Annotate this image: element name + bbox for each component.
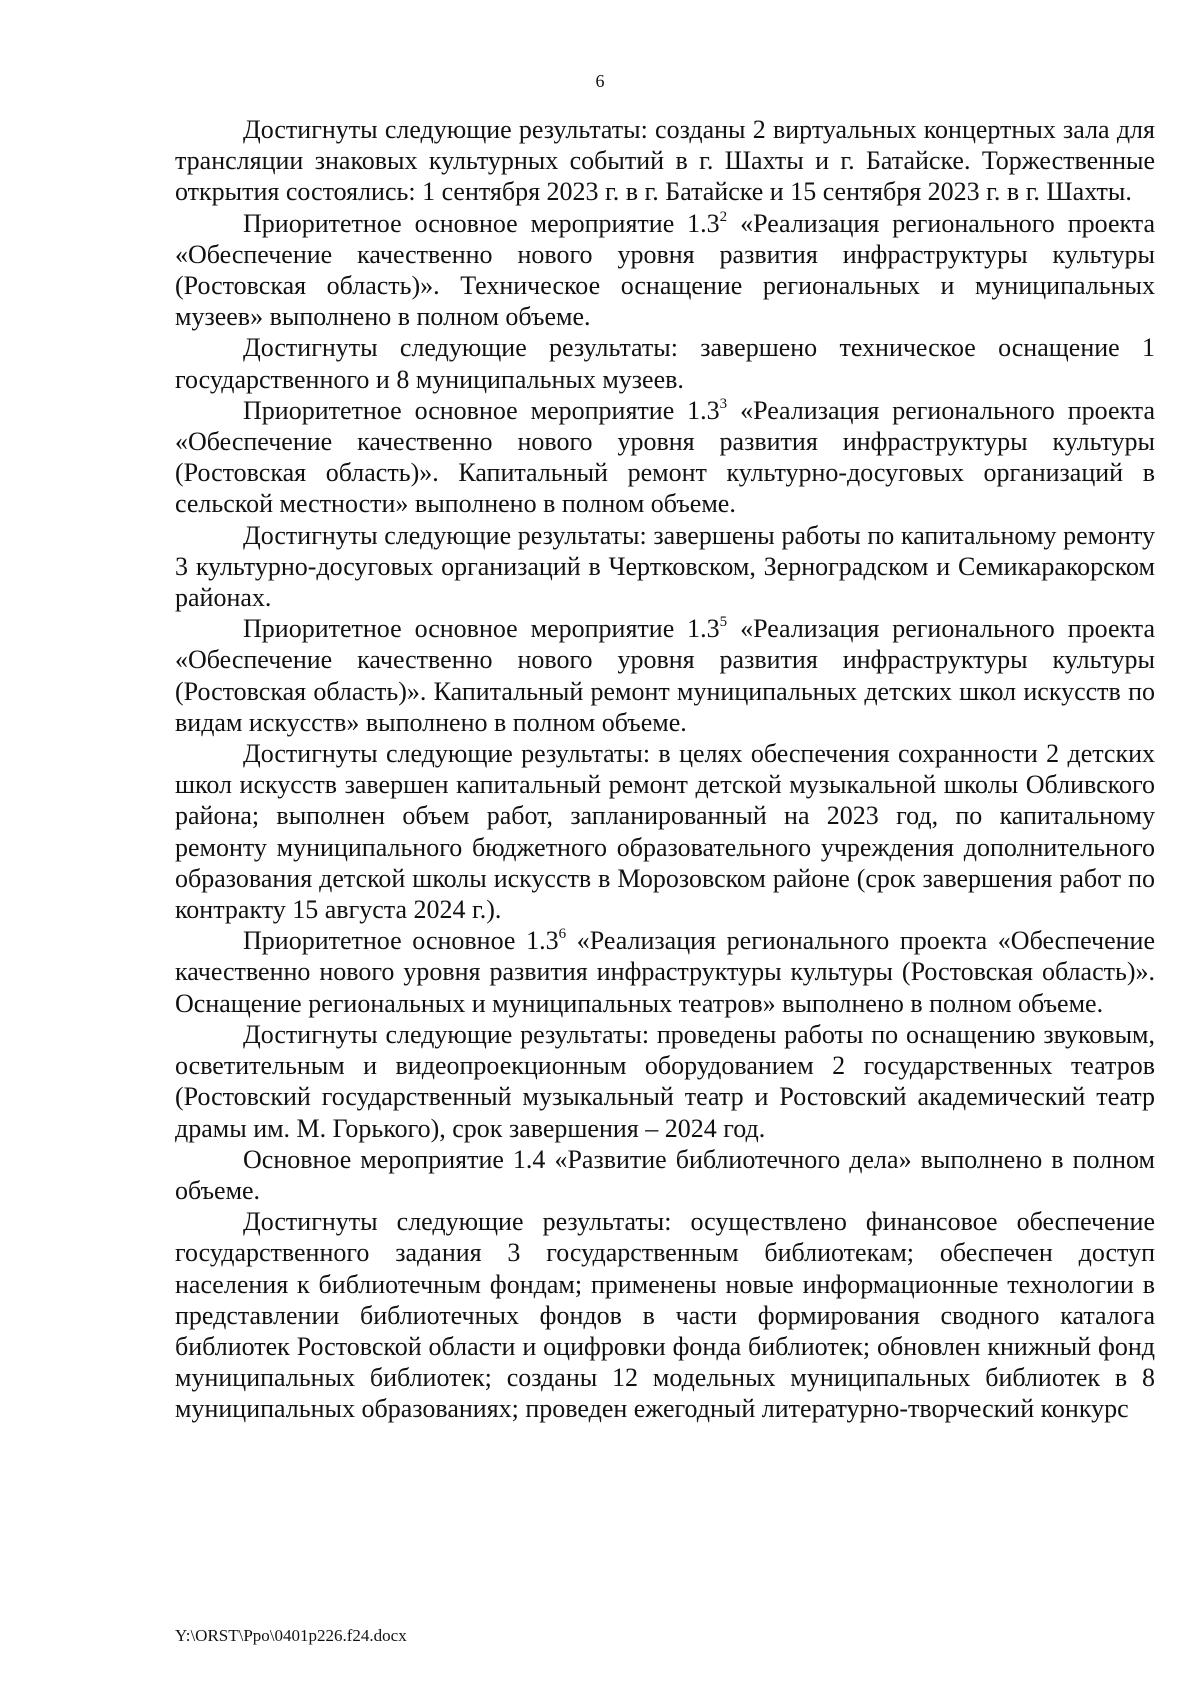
paragraph-activity-1-4: Основное мероприятие 1.4 «Развитие библиотечного дела» выполнено в полном объеме. xyxy=(175,1144,1155,1205)
paragraph-results-cultural-centers: Достигнуты следующие результаты: завершены работы по капитальному ремонту 3 культурно-досуговых организаций в Чертковском, Зерноградском и Семикаракорском районах. xyxy=(175,520,1155,613)
paragraph-text-end: «Реализация регионального проекта «Обеспечение качественно нового уровня развития инфраструктуры культуры (Ростовская область)». Капитальный ремонт культурно-досуговых организаций в сельской местности» выполнено в полном объеме. xyxy=(175,395,1155,519)
paragraph-text-start: Приоритетное основное мероприятие 1.3 xyxy=(243,208,720,238)
footer-file-path: Y:\ORST\Ppo\0401p226.f24.docx xyxy=(175,1626,407,1645)
paragraph-text-end: «Реализация регионального проекта «Обеспечение качественно нового уровня развития инфраструктуры культуры (Ростовская область)». Оснащение региональных и муниципальных театров» выполнено в полном объеме. xyxy=(175,926,1155,1018)
paragraph-text-start: Приоритетное основное мероприятие 1.3 xyxy=(243,614,720,644)
paragraph-results-art-schools: Достигнуты следующие результаты: в целях обеспечения сохранности 2 детских школ искусств завершен капитальный ремонт детской музыкальной школы Обливского района; выполнен объем работ, запланированный на 2023 год, по капитальному ремонту муниципального бюджетного образовательного учреждения дополнительного образования детской школы искусств в Морозовском районе (срок завершения работ по контракту 15 августа 2024 г.). xyxy=(175,739,1155,925)
superscript-index: 2 xyxy=(719,208,728,225)
paragraph-activity-1-3-2 xyxy=(175,208,1155,333)
paragraph-text-start: Приоритетное основное 1.3 xyxy=(243,926,559,956)
paragraph-results-libraries: Достигнуты следующие результаты: осуществлено финансовое обеспечение государственного задания 3 государственным библиотекам; обеспечен доступ населения к библиотечным фондам; применены новые информационные технологии в представлении библиотечных фондов в части формирования сводного каталога библиотек Ростовской области и оцифровки фонда библиотек; обновлен книжный фонд муниципальных библиотек; созданы 12 модельных муниципальных библиотек в 8 муниципальных образованиях; проведен ежегодный литературно-творческий конкурс xyxy=(175,1207,1155,1424)
paragraph-results-theatres: Достигнуты следующие результаты: проведены работы по оснащению звуковым, осветительным и видеопроекционным оборудованием 2 государственных театров (Ростовский государственный музыкальный театр и Ростовский академический театр драмы им. М. Горького), срок завершения – 2024 год. xyxy=(175,1019,1155,1143)
paragraph-activity-1-3-3 xyxy=(175,395,1155,520)
paragraph-activity-1-3-5 xyxy=(175,613,1155,738)
page-number: 6 xyxy=(595,71,605,91)
paragraph-text-start: Приоритетное основное мероприятие 1.3 xyxy=(243,395,720,425)
paragraph-text-end: «Реализация регионального проекта «Обеспечение качественно нового уровня развития инфраструктуры культуры (Ростовская область)». Капитальный ремонт муниципальных детских школ искусств по видам искусств» выполнено в полном объеме. xyxy=(175,614,1155,737)
superscript-index: 6 xyxy=(558,926,567,943)
superscript-index: 3 xyxy=(719,395,728,412)
document-body xyxy=(175,114,1155,1425)
paragraph-activity-1-3-6 xyxy=(175,925,1155,1019)
paragraph-text-end: «Реализация регионального проекта «Обеспечение качественно нового уровня развития инфраструктуры культуры (Ростовская область)». Техническое оснащение региональных и муниципальных музеев» выполнено в полном объеме. xyxy=(175,208,1155,332)
superscript-index: 5 xyxy=(719,614,728,631)
paragraph-results-museums: Достигнуты следующие результаты: завершено техническое оснащение 1 государственного и 8 муниципальных музеев. xyxy=(175,333,1155,394)
paragraph-results-concert-halls: Достигнуты следующие результаты: созданы 2 виртуальных концертных зала для трансляции знаковых культурных событий в г. Шахты и г. Батайске. Торжественные открытия состоялись: 1 сентября 2023 г. в г. Батайске и 15 сентября 2023 г. в г. Шахты. xyxy=(175,115,1155,207)
